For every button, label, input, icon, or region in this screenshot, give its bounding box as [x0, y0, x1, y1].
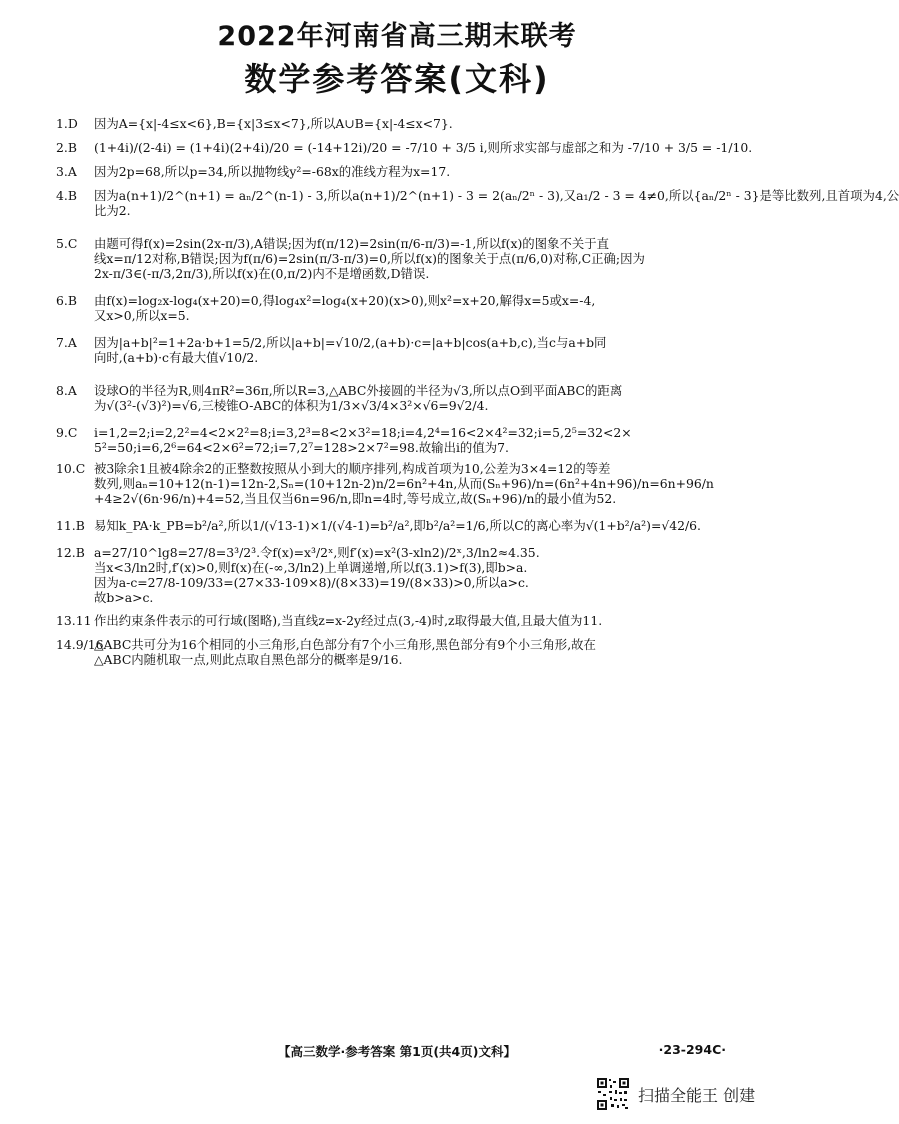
answer-list — [56, 116, 899, 667]
qr-code-icon — [596, 1077, 630, 1111]
answer-number: 1.D — [56, 116, 78, 131]
explanation-line: a=27/10^lg8=27/8=3³/2³.令f(x)=x³/2ˣ,则f′(x)=x²(3-xln2)/2ˣ,3/ln2≈4.35. — [94, 545, 540, 560]
explanation-line: 因为a-c=27/8-109/33=(27×33-109×8)/(8×33)=19/(8×33)>0,所以a>c. — [94, 575, 529, 590]
explanation-line: 线x=π/12对称,B错误;因为f(π/6)=2sin(π/3-π/3)=0,所以f(x)的图象关于点(π/6,0)对称,C正确;因为 — [94, 251, 645, 266]
answer-explanation — [94, 116, 746, 131]
answer-number: 9.C — [56, 425, 78, 440]
answer-number: 12.B — [56, 545, 85, 560]
answer-item — [56, 545, 746, 605]
footer-code: ·23-294C· — [658, 1042, 726, 1057]
explanation-line: 当x<3/ln2时,f′(x)>0,则f(x)在(-∞,3/ln2)上单调递增,所以f(3.1)>f(3),即b>a. — [94, 560, 528, 575]
answer-item — [56, 116, 746, 131]
answer-explanation — [94, 545, 746, 605]
answer-explanation — [94, 613, 746, 628]
explanation-line: 设球O的半径为R,则4πR²=36π,所以R=3,△ABC外接圆的半径为√3,所以点O到平面ABC的距离 — [94, 383, 623, 398]
answer-number: 11.B — [56, 518, 85, 533]
answer-number: 8.A — [56, 383, 77, 398]
answer-item — [56, 383, 746, 413]
explanation-line: 由题可得f(x)=2sin(2x-π/3),A错误;因为f(π/12)=2sin(π/6-π/3)=-1,所以f(x)的图象不关于直 — [94, 236, 610, 251]
answer-number: 5.C — [56, 236, 78, 251]
answer-item — [56, 335, 746, 365]
explanation-line: 因为a(n+1)/2^(n+1) = aₙ/2^(n-1) - 3,所以a(n+1)/2^(n+1) - 3 = 2(aₙ/2ⁿ - 3),又a₁/2 - 3 = 4≠0,所以{aₙ/2ⁿ - 3}是等比数列,且首项为4,公 — [94, 188, 899, 203]
explanation-line: +4≥2√(6n·96/n)+4=52,当且仅当6n=96/n,即n=4时,等号成立,故(Sₙ+96)/n的最小值为52. — [94, 491, 617, 506]
answer-item — [56, 637, 746, 667]
answer-item — [56, 613, 746, 628]
answer-explanation — [94, 461, 746, 506]
explanation-line: 向时,(a+b)·c有最大值√10/2. — [94, 350, 259, 365]
explanation-line: 2x-π/3∈(-π/3,2π/3),所以f(x)在(0,π/2)内不是增函数,D错误. — [94, 266, 430, 281]
answer-explanation — [94, 335, 746, 365]
explanation-line: 作出约束条件表示的可行域(图略),当直线z=x-2y经过点(3,-4)时,z取得最大值,且最大值为11. — [94, 613, 603, 628]
answer-key-title: 数学参考答案(文科) — [244, 60, 550, 98]
answer-item — [56, 518, 746, 533]
answer-explanation — [94, 188, 899, 218]
answer-explanation — [94, 383, 746, 413]
explanation-line: (1+4i)/(2-4i) = (1+4i)(2+4i)/20 = (-14+12i)/20 = -7/10 + 3/5 i,则所求实部与虚部之和为 -7/10 + 3/5 = -1/10. — [94, 140, 753, 155]
exam-title: 2022年河南省高三期末联考 — [217, 21, 577, 52]
answer-number: 7.A — [56, 335, 77, 350]
answer-explanation — [94, 293, 746, 323]
answer-explanation — [94, 164, 746, 179]
answer-explanation — [94, 518, 746, 533]
explanation-line: 又x>0,所以x=5. — [94, 308, 190, 323]
explanation-line: 故b>a>c. — [94, 590, 154, 605]
explanation-line: 易知k_PA·k_PB=b²/a²,所以1/(√13-1)×1/(√4-1)=b²/a²,即b²/a²=1/6,所以C的离心率为√(1+b²/a²)=√42/6. — [94, 518, 702, 533]
answer-item — [56, 461, 746, 506]
answer-item — [56, 293, 746, 323]
answer-explanation — [94, 140, 752, 155]
answer-item — [56, 236, 746, 281]
answer-item — [56, 188, 899, 218]
explanation-line: 数列,则aₙ=10+12(n-1)=12n-2,Sₙ=(10+12n-2)n/2=6n²+4n,从而(Sₙ+96)/n=(6n²+4n+96)/n=6n+96/n — [94, 476, 714, 491]
answer-item — [56, 140, 753, 155]
explanation-line: 因为|a+b|²=1+2a·b+1=5/2,所以|a+b|=√10/2,(a+b)·c=|a+b|cos(a+b,c),当c与a+b同 — [94, 335, 607, 350]
footer-page-info: 【高三数学·参考答案 第1页(共4页)文科】 — [278, 1044, 516, 1059]
explanation-line: 被3除余1且被4除余2的正整数按照从小到大的顺序排列,构成首项为10,公差为3×4=12的等差 — [94, 461, 611, 476]
answer-number: 2.B — [56, 140, 77, 155]
scanner-watermark — [596, 1077, 755, 1111]
answer-number: 10.C — [56, 461, 86, 476]
answer-number: 3.A — [56, 164, 77, 179]
answer-explanation — [94, 236, 746, 281]
explanation-line: △ABC内随机取一点,则此点取自黑色部分的概率是9/16. — [94, 652, 403, 667]
answer-number: 6.B — [56, 293, 77, 308]
answer-number: 4.B — [56, 188, 77, 203]
page-footer — [0, 1042, 794, 1062]
watermark-text: 扫描全能王 创建 — [638, 1085, 756, 1105]
explanation-line: △ABC共可分为16个相同的小三角形,白色部分有7个小三角形,黑色部分有9个小三角形,故在 — [94, 637, 596, 652]
answer-item — [56, 164, 746, 179]
explanation-line: 5²=50;i=6,2⁶=64<2×6²=72;i=7,2⁷=128>2×7²=98.故输出i的值为7. — [94, 440, 509, 455]
answer-explanation — [94, 425, 746, 455]
explanation-line: i=1,2=2;i=2,2²=4<2×2²=8;i=3,2³=8<2×3²=18;i=4,2⁴=16<2×4²=32;i=5,2⁵=32<2× — [94, 425, 632, 440]
explanation-line: 因为A={x|-4≤x<6},B={x|3≤x<7},所以A∪B={x|-4≤x<7}. — [94, 116, 453, 131]
explanation-line: 比为2. — [94, 203, 131, 218]
explanation-line: 为√(3²-(√3)²)=√6,三棱锥O-ABC的体积为1/3×√3/4×3²×√6=9√2/4. — [94, 398, 489, 413]
answer-item — [56, 425, 746, 455]
explanation-line: 因为2p=68,所以p=34,所以抛物线y²=-68x的准线方程为x=17. — [94, 164, 451, 179]
answer-explanation — [94, 637, 746, 667]
answer-number: 14.9/16 — [56, 637, 104, 652]
explanation-line: 由f(x)=log₂x-log₄(x+20)=0,得log₄x²=log₄(x+20)(x>0),则x²=x+20,解得x=5或x=-4, — [94, 293, 596, 308]
answer-number: 13.11 — [56, 613, 92, 628]
